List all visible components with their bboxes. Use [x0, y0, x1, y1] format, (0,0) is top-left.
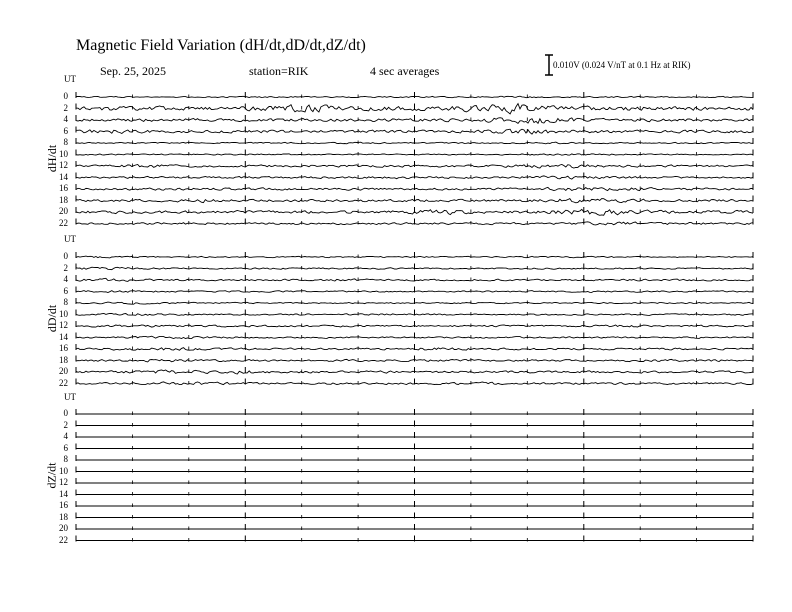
dd-dt-row-label-16: 16 — [59, 343, 68, 353]
dd-dt-row-label-18: 18 — [59, 354, 68, 365]
dh-dt-row-label-8: 8 — [63, 137, 68, 147]
scale-label: 0.010V (0.024 V/nT at 0.1 Hz at RIK) — [553, 60, 691, 70]
dz-dt-row-label-22: 22 — [59, 534, 68, 545]
dh-dt-row-label-20: 20 — [59, 206, 68, 216]
dd-dt-row-label-12: 12 — [59, 320, 68, 330]
dd-dt-axis-label: dD/dt — [44, 304, 59, 333]
dh-dt-ut-label: UT — [64, 74, 76, 84]
dd-dt-row-label-4: 4 — [63, 274, 68, 284]
dh-dt-row-label-14: 14 — [59, 171, 68, 182]
dz-dt-row-label-2: 2 — [63, 419, 68, 430]
dd-dt-row-label-22: 22 — [59, 377, 68, 388]
chart-title: Magnetic Field Variation (dH/dt,dD/dt,dZ/dt) — [76, 37, 366, 54]
dz-dt-row-label-10: 10 — [59, 465, 68, 476]
dd-dt-row-label-6: 6 — [63, 285, 68, 296]
dz-dt-row-label-0: 0 — [63, 408, 68, 418]
dh-dt-row-label-10: 10 — [59, 148, 68, 159]
dd-dt-row-label-20: 20 — [59, 366, 68, 376]
dz-dt-row-label-6: 6 — [63, 442, 68, 453]
dz-dt-row-label-12: 12 — [59, 477, 68, 487]
dz-dt-ut-label: UT — [64, 392, 76, 402]
dd-dt-row-label-2: 2 — [63, 262, 68, 273]
dd-dt-row-label-14: 14 — [59, 331, 68, 342]
dz-dt-row-label-4: 4 — [63, 431, 68, 441]
date-label: Sep. 25, 2025 — [100, 64, 166, 78]
dz-dt-row-label-20: 20 — [59, 523, 68, 533]
dh-dt-axis-label: dH/dt — [44, 144, 59, 173]
dd-dt-row-label-10: 10 — [59, 308, 68, 319]
dz-dt-row-label-18: 18 — [59, 511, 68, 522]
dz-dt-row-label-14: 14 — [59, 488, 68, 499]
dz-dt-row-label-8: 8 — [63, 454, 68, 464]
dh-dt-row-label-12: 12 — [59, 160, 68, 170]
dd-dt-ut-label: UT — [64, 234, 76, 244]
station-label: station=RIK — [249, 64, 309, 78]
dh-dt-row-label-18: 18 — [59, 194, 68, 205]
dh-dt-row-label-22: 22 — [59, 217, 68, 228]
dh-dt-row-label-2: 2 — [63, 102, 68, 113]
averaging-label: 4 sec averages — [370, 64, 440, 78]
dz-dt-row-label-16: 16 — [59, 500, 68, 510]
dh-dt-row-label-4: 4 — [63, 114, 68, 124]
dd-dt-row-label-0: 0 — [63, 251, 68, 261]
dd-dt-row-label-8: 8 — [63, 297, 68, 307]
dh-dt-row-label-16: 16 — [59, 183, 68, 193]
dh-dt-row-label-6: 6 — [63, 125, 68, 136]
dh-dt-row-label-0: 0 — [63, 91, 68, 101]
dz-dt-axis-label: dZ/dt — [44, 462, 58, 489]
